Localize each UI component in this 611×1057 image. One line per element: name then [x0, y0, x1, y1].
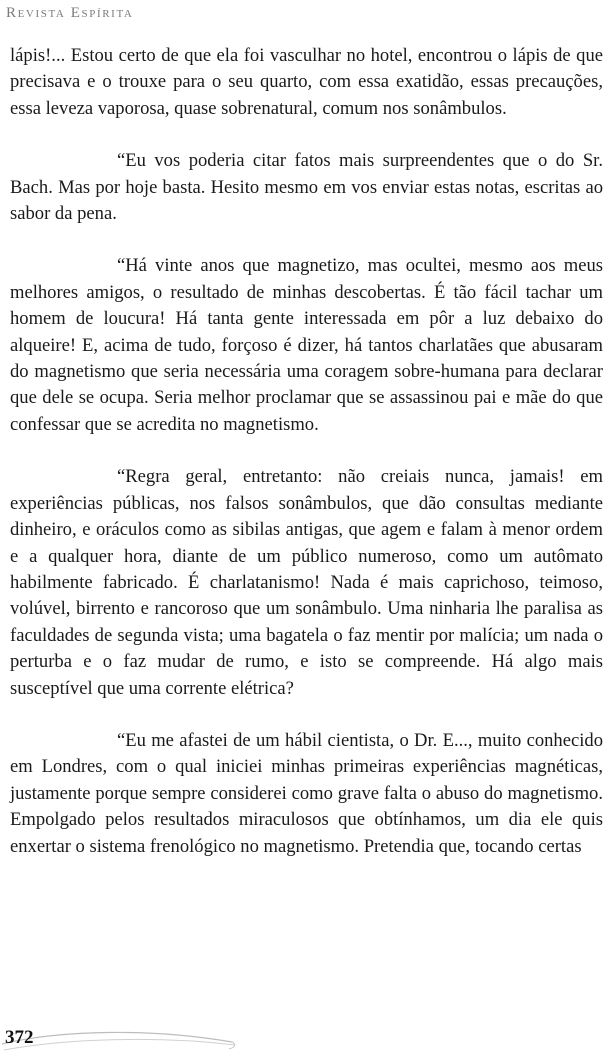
paragraph: “Regra geral, entretanto: não creiais nunca, jamais! em experiências públicas, nos falsos sonâmbulos, que dão consultas mediante dinheiro, e oráculos como as sibilas antigas, que agem e falam à menor ordem e a qualquer hora, diante de um público numeroso, como um autômato habilmente fabricado. É charlatanismo! Nada é mais caprichoso, teimoso, volúvel, birrento e rancoroso que um sonâmbulo. Uma ninharia lhe paralisa as faculdades de segunda vista; uma bagatela o faz mentir por malícia; um nada o perturba e o faz mudar de rumo, e isto se compreende. Há algo mais susceptível que uma corrente elétrica? — [10, 466, 603, 699]
page-body — [10, 43, 603, 886]
paragraph: “Eu me afastei de um hábil cientista, o Dr. E..., muito conhecido em Londres, com o qual iniciei minhas primeiras experiências magnéticas, justamente porque sempre considerei como grave falta o abuso do magnetismo. Empolgado pelos resultados miraculosos que obtínhamos, um dia ele quis enxertar o sistema frenológico no magnetismo. Pretendia que, tocando certas — [10, 729, 603, 857]
paragraph: lápis!... Estou certo de que ela foi vasculhar no hotel, encontrou o lápis de que precisava e o trouxe para o seu quarto, com essa exatidão, essas precauções, essa leveza vaporosa, quase sobrenatural, comum nos sonâmbulos. — [10, 45, 603, 119]
decorative-swoosh — [0, 1018, 240, 1057]
page-number: 372 — [5, 1027, 34, 1048]
paragraph: “Há vinte anos que magnetizo, mas ocultei, mesmo aos meus melhores amigos, o resultado de minhas descobertas. É tão fácil tachar um homem de loucura! Há tanta gente interessada em pôr a luz debaixo do alqueire! E, acima de tudo, forçoso é dizer, há tantos charlatães que abusaram do magnetismo que seria necessária uma coragem sobre-humana para declarar que dele se ocupa. Seria melhor proclamar que se assassinou pai e mãe do que confessar que se acredita no magnetismo. — [10, 255, 603, 435]
paragraph: “Eu vos poderia citar fatos mais surpreendentes que o do Sr. Bach. Mas por hoje basta. Hesito mesmo em vos enviar estas notas, escritas ao sabor da pena. — [10, 150, 603, 225]
page-footer — [0, 1018, 611, 1057]
running-header: Revista Espírita — [6, 5, 134, 21]
